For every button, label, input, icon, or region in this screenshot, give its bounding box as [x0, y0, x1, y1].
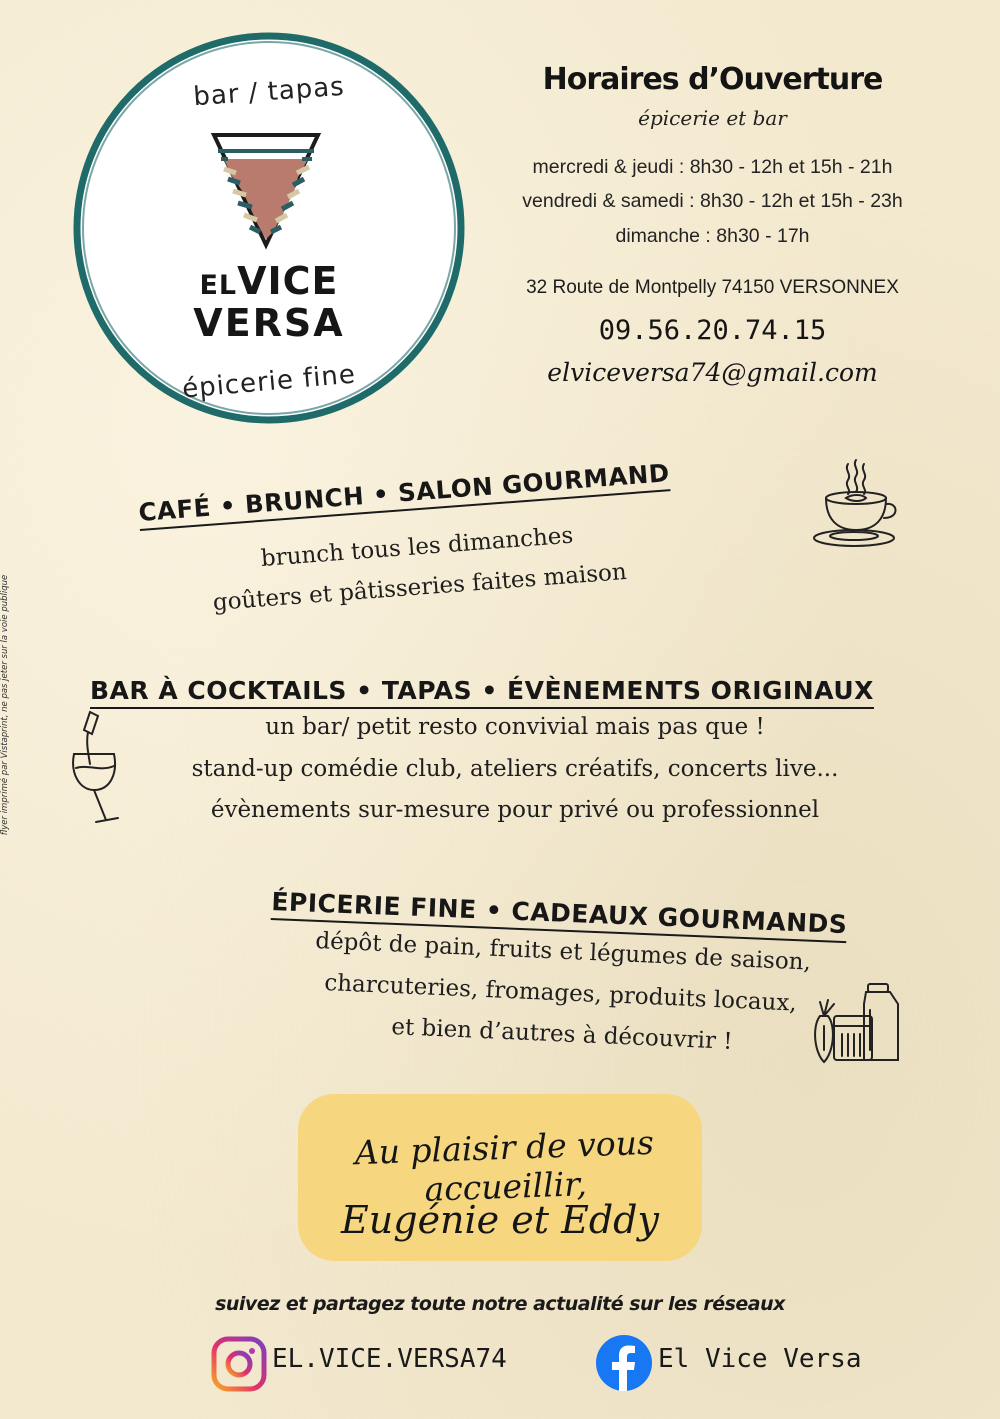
section-heading-bar: BAR À COCKTAILS • TAPAS • ÉVÈNEMENTS ORIGINAUX [90, 676, 874, 709]
facebook-icon[interactable] [595, 1334, 653, 1392]
address: 32 Route de Montpelly 74150 VERSONNEX [526, 277, 899, 298]
signature-greeting: Au plaisir de vous accueillir, [354, 1122, 655, 1209]
logo-name-line2: VERSA [193, 301, 345, 345]
section-text: brunch tous les dimanches [260, 522, 575, 572]
wine-pour-icon [66, 708, 126, 828]
section-text: dépôt de pain, fruits et légumes de saison, [314, 928, 812, 976]
section-heading-epicerie: ÉPICERIE FINE • CADEAUX GOURMANDS [271, 887, 848, 943]
print-notice: flyer imprimé par Vistaprint, ne pas jeter sur la voie publique [0, 574, 10, 836]
hours-title: Horaires d’Ouverture [542, 62, 883, 97]
instagram-icon[interactable] [211, 1336, 267, 1392]
hours-line: mercredi & jeudi : 8h30 - 12h et 15h - 21h [532, 156, 893, 178]
logo-name-line1: VICE [237, 259, 339, 303]
section-text: et bien d’autres à découvrir ! [390, 1014, 733, 1055]
section-text: goûters et pâtisseries faites maison [212, 558, 628, 616]
section-text: stand-up comédie club, ateliers créatifs, concerts live... [191, 756, 839, 782]
logo-name [68, 259, 470, 345]
coffee-cup-icon [808, 456, 904, 556]
logo-name-prefix: EL [199, 270, 238, 301]
section-text: charcuteries, fromages, produits locaux, [323, 970, 798, 1017]
section-text: évènements sur-mesure pour privé ou professionnel [210, 797, 820, 823]
email-address[interactable]: elviceversa74@gmail.com [547, 358, 878, 387]
grocery-jars-icon [806, 980, 906, 1068]
hours-subtitle: épicerie et bar [638, 106, 787, 130]
logo [68, 27, 470, 429]
phone-number[interactable]: 09.56.20.74.15 [598, 315, 827, 346]
logo-bottom-text: épicerie fine [180, 359, 357, 405]
logo-top-text: bar / tapas [192, 71, 346, 113]
facebook-page-name[interactable]: El Vice Versa [658, 1344, 862, 1374]
instagram-handle[interactable]: EL.VICE.VERSA74 [272, 1344, 507, 1374]
hours-line: dimanche : 8h30 - 17h [615, 225, 810, 247]
social-follow-text: suivez et partagez toute notre actualité sur les réseaux [215, 1293, 785, 1315]
section-heading-cafe: CAFÉ • BRUNCH • SALON GOURMAND [138, 458, 671, 531]
section-text: un bar/ petit resto convivial mais pas que ! [265, 714, 765, 740]
signature-names: Eugénie et Eddy [341, 1198, 659, 1242]
hours-line: vendredi & samedi : 8h30 - 12h et 15h - 23h [522, 190, 903, 212]
